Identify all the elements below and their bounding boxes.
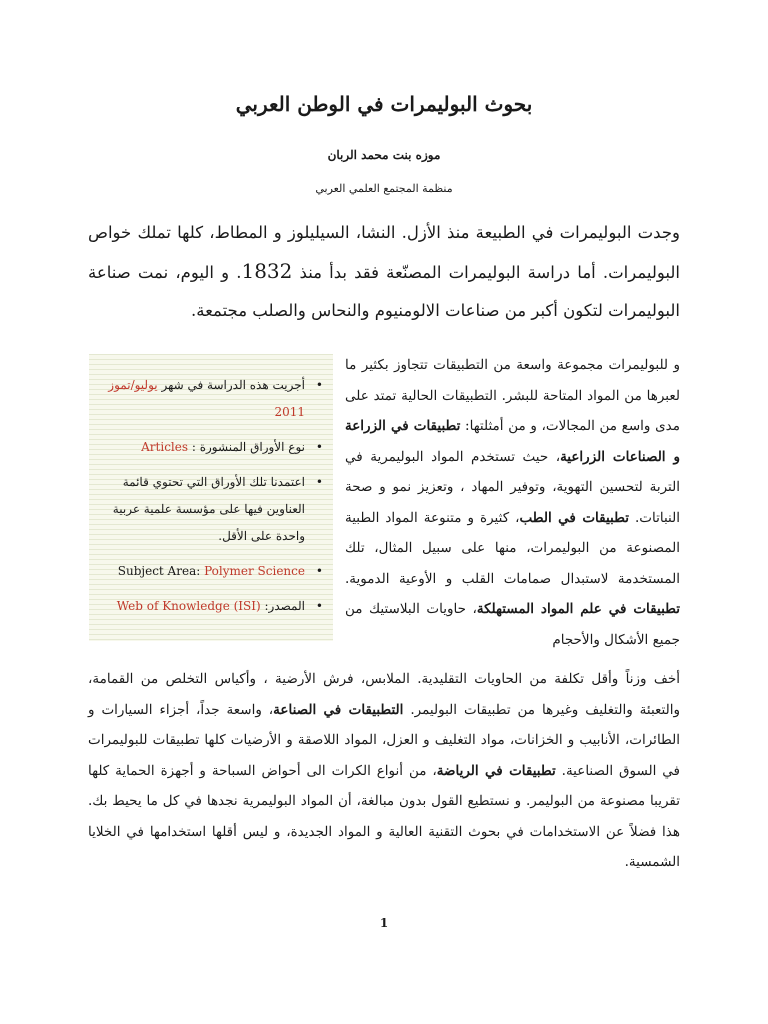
- intro-year: 1832: [241, 259, 293, 283]
- body-text: ، حيث تستخدم المواد البوليمرية في التربة لتحسين التهوية، وتوفير المهاد ، وتعزيز نمو و صحة النباتات.: [345, 448, 680, 526]
- bullet-icon: •: [315, 599, 323, 613]
- author-name: موزه بنت محمد الربان: [327, 148, 441, 162]
- info-item-label: Subject Area:: [117, 564, 201, 578]
- info-item-source: [97, 593, 323, 620]
- intro-text-1: وجدت البوليمرات في الطبيعة منذ الأزل. النشا، السيليلوز و المطاط، كلها تملك خواص البوليمرات. أما دراسة البوليمرات المصنّعة فقد بدأ منذ: [88, 223, 681, 282]
- bullet-icon: •: [315, 475, 323, 489]
- intro-paragraph: [88, 214, 680, 330]
- study-info-list: [97, 372, 323, 620]
- info-item-subject: [97, 558, 323, 585]
- info-item-label: اعتمدنا تلك الأوراق التي تحتوي قائمة العناوين فيها على مؤسسة علمية عربية واحدة على الأقل.: [112, 475, 305, 543]
- intro-text-2: . و اليوم، نمت صناعة البوليمرات لتكون أكبر من صناعات الالومنيوم والنحاس والصلب مجتمعة.: [88, 263, 680, 320]
- page-number: 1: [379, 916, 389, 930]
- heading-consumer: تطبيقات في علم المواد المستهلكة: [476, 601, 680, 617]
- study-info-box: [89, 354, 333, 641]
- info-item-label: أجريت هذه الدراسة في شهر: [161, 378, 305, 392]
- applications-paragraph-continued: [88, 664, 680, 878]
- applications-paragraph: [345, 350, 680, 655]
- info-item-value: يوليو/تموز 2011: [108, 378, 305, 419]
- info-item-value: Web of Knowledge (ISI): [116, 599, 261, 613]
- info-item-date: [97, 372, 323, 426]
- info-item-criteria: [97, 469, 323, 550]
- document-title: بحوث البوليمرات في الوطن العربي: [235, 92, 533, 116]
- body-text: ، حاويات البلاستيك من جميع الأشكال والأحجام: [345, 601, 680, 648]
- heading-sports: تطبيقات في الرياضة: [436, 762, 556, 779]
- organization-name: منظمة المجتمع العلمي العربي: [315, 182, 453, 195]
- info-item-type: [97, 434, 323, 461]
- info-item-label: نوع الأوراق المنشورة :: [191, 440, 305, 454]
- info-item-value: Articles: [141, 440, 189, 454]
- bullet-icon: •: [315, 440, 323, 454]
- info-item-value: Polymer Science: [204, 564, 305, 578]
- bullet-icon: •: [315, 564, 323, 578]
- body-text: أخف وزناً وأقل تكلفة من الحاويات التقليدية. الملابس، فرش الأرضية ، وأكياس التخلص من القمامة، والتعبئة والتغليف وغيرها من تطبيقات البوليمر.: [88, 671, 681, 718]
- bullet-icon: •: [315, 378, 323, 392]
- heading-agriculture: تطبيقات في الزراعة و الصناعات الزراعية: [345, 418, 680, 465]
- info-item-label: المصدر:: [264, 599, 305, 613]
- body-text: ، واسعة جداً، أجزاء السيارات و الطائرات، الأنابيب و الخزانات، مواد التغليف و العزل، المواد اللاصقة و الأرضيات كلها تطبيقات للبوليمرات في السوق الصناعية.: [88, 701, 681, 779]
- heading-industry: التطبيقات في الصناعة: [273, 701, 404, 718]
- body-text: ، من أنواع الكرات الى أحواض السباحة و أجهزة الحماية كلها تقريبا مصنوعة من البوليمر. و نستطيع القول بدون مبالغة، أن المواد البوليمرية نجدها في كل ما يحيط بك. هذا فضلاً عن الاستخدامات في بحوث التقنية العالية و المواد الجديدة، و ليس أقلها استخدامها في الخلايا الشمسية.: [88, 762, 680, 870]
- body-text: ، كثيرة و متنوعة المواد الطبية المصنوعة من البوليمرات، منها على سبيل المثال، تلك المستخدمة لاستبدال صمامات القلب و الأوعية الدموية.: [345, 509, 680, 587]
- body-text: و للبوليمرات مجموعة واسعة من التطبيقات تتجاوز بكثير ما لعبرها من المواد المتاحة للبشر. التطبيقات الحالية تمتد على مدى واسع من المجالات، و من أمثلتها:: [345, 357, 680, 434]
- heading-medicine: تطبيقات في الطب: [519, 509, 629, 526]
